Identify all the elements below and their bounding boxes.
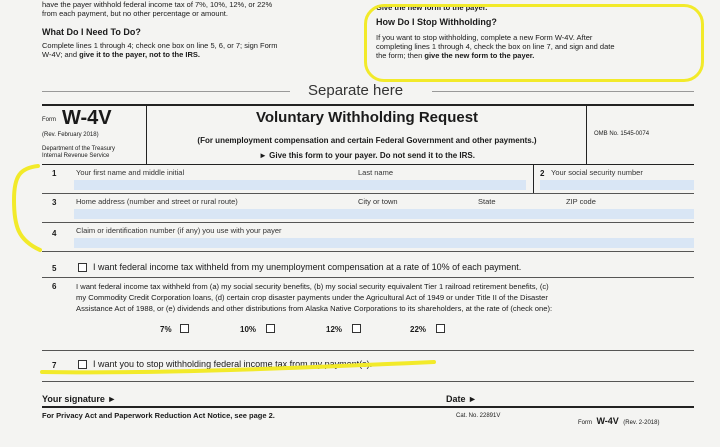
footer-form-rev: (Rev. 2-2018) xyxy=(623,420,660,426)
top-left-line1: have the payer withhold federal income tax of 7%, 10%, 12%, or 22% xyxy=(42,0,273,9)
dept-line2: Internal Revenue Service xyxy=(42,153,110,159)
rate-7-checkbox[interactable] xyxy=(180,324,189,333)
top-left-text xyxy=(42,0,342,18)
stop-line2: completing lines 1 through 4, check the box on line 7, and sign and date xyxy=(376,42,615,51)
line5-rule xyxy=(42,277,694,278)
footer-form-id xyxy=(578,411,659,429)
address-field[interactable] xyxy=(74,209,694,219)
what-line2 xyxy=(42,50,352,59)
claim-field[interactable] xyxy=(74,238,694,248)
separate-here-label: Separate here xyxy=(308,82,404,99)
stop-line1: If you want to stop withholding, complete a new Form W-4V. After xyxy=(376,33,593,42)
form-rev: (Rev. February 2018) xyxy=(42,132,99,138)
rate-22-checkbox[interactable] xyxy=(436,324,445,333)
form-instruction: ► Give this form to your payer. Do not send it to the IRS. xyxy=(259,151,475,160)
form-name: W-4V xyxy=(62,107,112,129)
signature-field[interactable] xyxy=(130,394,430,406)
rate-12-label: 12% xyxy=(326,325,343,334)
line4-rule xyxy=(42,251,694,252)
footer-form-name: W-4V xyxy=(596,416,619,426)
line-3-number: 3 xyxy=(52,198,57,207)
state-label: State xyxy=(478,197,496,206)
stop-line3-a: the form; then xyxy=(376,51,425,60)
form-subtitle: (For unemployment compensation and certain Federal Government and other payments.) xyxy=(197,136,537,145)
highlight-bracket xyxy=(4,160,44,256)
line3-rule xyxy=(42,222,694,223)
signature-label: Your signature ► xyxy=(42,394,117,404)
separator-right xyxy=(432,91,694,92)
city-label: City or town xyxy=(358,197,398,206)
line6-text-1: I want federal income tax withheld from (a) my social security benefits, (b) my social security equivalent Tier 1 railroad retirement benefits, (c) xyxy=(76,282,549,291)
line-4-number: 4 xyxy=(52,229,57,238)
claim-label: Claim or identification number (if any) you use with your payer xyxy=(76,226,282,235)
omb-number: OMB No. 1545-0074 xyxy=(594,131,650,137)
what-body xyxy=(42,41,352,59)
line7-text: I want you to stop withholding federal income tax from my payment(s). xyxy=(93,359,373,369)
line1-divider xyxy=(533,165,534,194)
separator-left xyxy=(42,91,290,92)
ssn-label: Your social security number xyxy=(551,168,643,177)
line6-text-2: my Commodity Credit Corporation loans, (d) certain crop disaster payments under the Agricultural Act of 1949 or under Title II of the Disaster xyxy=(76,293,548,302)
privacy-notice: For Privacy Act and Paperwork Reduction Act Notice, see page 2. xyxy=(42,411,275,420)
signature-rule xyxy=(42,406,694,408)
what-line2-b: give it to the payer, not to the IRS. xyxy=(79,50,200,59)
last-name-label: Last name xyxy=(358,168,394,177)
footer-form-word: Form xyxy=(578,420,592,426)
rate-7-label: 7% xyxy=(160,325,172,334)
line6-text xyxy=(76,281,692,314)
highlight-line7-underline xyxy=(38,358,438,378)
form-word: Form xyxy=(42,117,56,123)
line-1-number: 1 xyxy=(52,169,57,178)
cat-number: Cat. No. 22891V xyxy=(456,413,501,419)
line5-checkbox[interactable] xyxy=(78,263,87,272)
zip-label: ZIP code xyxy=(566,197,596,206)
rate-22-label: 22% xyxy=(410,325,427,334)
right-top-text: Give the new form to the payer. xyxy=(376,3,488,12)
top-left-line2: from each payment, but no other percentage or amount. xyxy=(42,9,228,18)
line6-text-3: Assistance Act of 1988, or (e) dividends and other distributions from Alaska Native Corporations to its shareholders, at the rate of (check one): xyxy=(76,304,553,313)
ssn-field[interactable] xyxy=(540,180,694,190)
name-field[interactable] xyxy=(74,180,526,190)
what-heading: What Do I Need To Do? xyxy=(42,27,141,37)
stop-heading: How Do I Stop Withholding? xyxy=(376,17,497,27)
home-address-label: Home address (number and street or rural route) xyxy=(76,197,238,206)
form-title: Voluntary Withholding Request xyxy=(255,109,479,126)
line-2-number: 2 xyxy=(540,169,545,178)
stop-line3-b: give the new form to the payer. xyxy=(424,51,535,60)
what-line2-a: W-4V; and xyxy=(42,50,80,59)
rate-12-checkbox[interactable] xyxy=(352,324,361,333)
header-bottom-rule xyxy=(42,164,694,165)
highlight-stop-withholding xyxy=(364,4,704,82)
date-field[interactable] xyxy=(486,394,686,406)
dept-line1: Department of the Treasury xyxy=(42,146,116,152)
header-top-rule xyxy=(42,104,694,106)
line7-rule xyxy=(42,381,694,382)
line-5-number: 5 xyxy=(52,264,57,273)
line6-rule xyxy=(42,350,694,351)
rate-10-label: 10% xyxy=(240,325,257,334)
line1-rule xyxy=(42,193,694,194)
line-7-number: 7 xyxy=(52,361,57,370)
date-label: Date ► xyxy=(446,394,477,404)
line5-text: I want federal income tax withheld from my unemployment compensation at a rate of 10% of each payment. xyxy=(93,262,522,272)
line-6-number: 6 xyxy=(52,282,57,291)
rate-10-checkbox[interactable] xyxy=(266,324,275,333)
first-name-label: Your first name and middle initial xyxy=(76,168,185,177)
what-line1: Complete lines 1 through 4; check one box on line 5, 6, or 7; sign Form xyxy=(42,41,278,50)
